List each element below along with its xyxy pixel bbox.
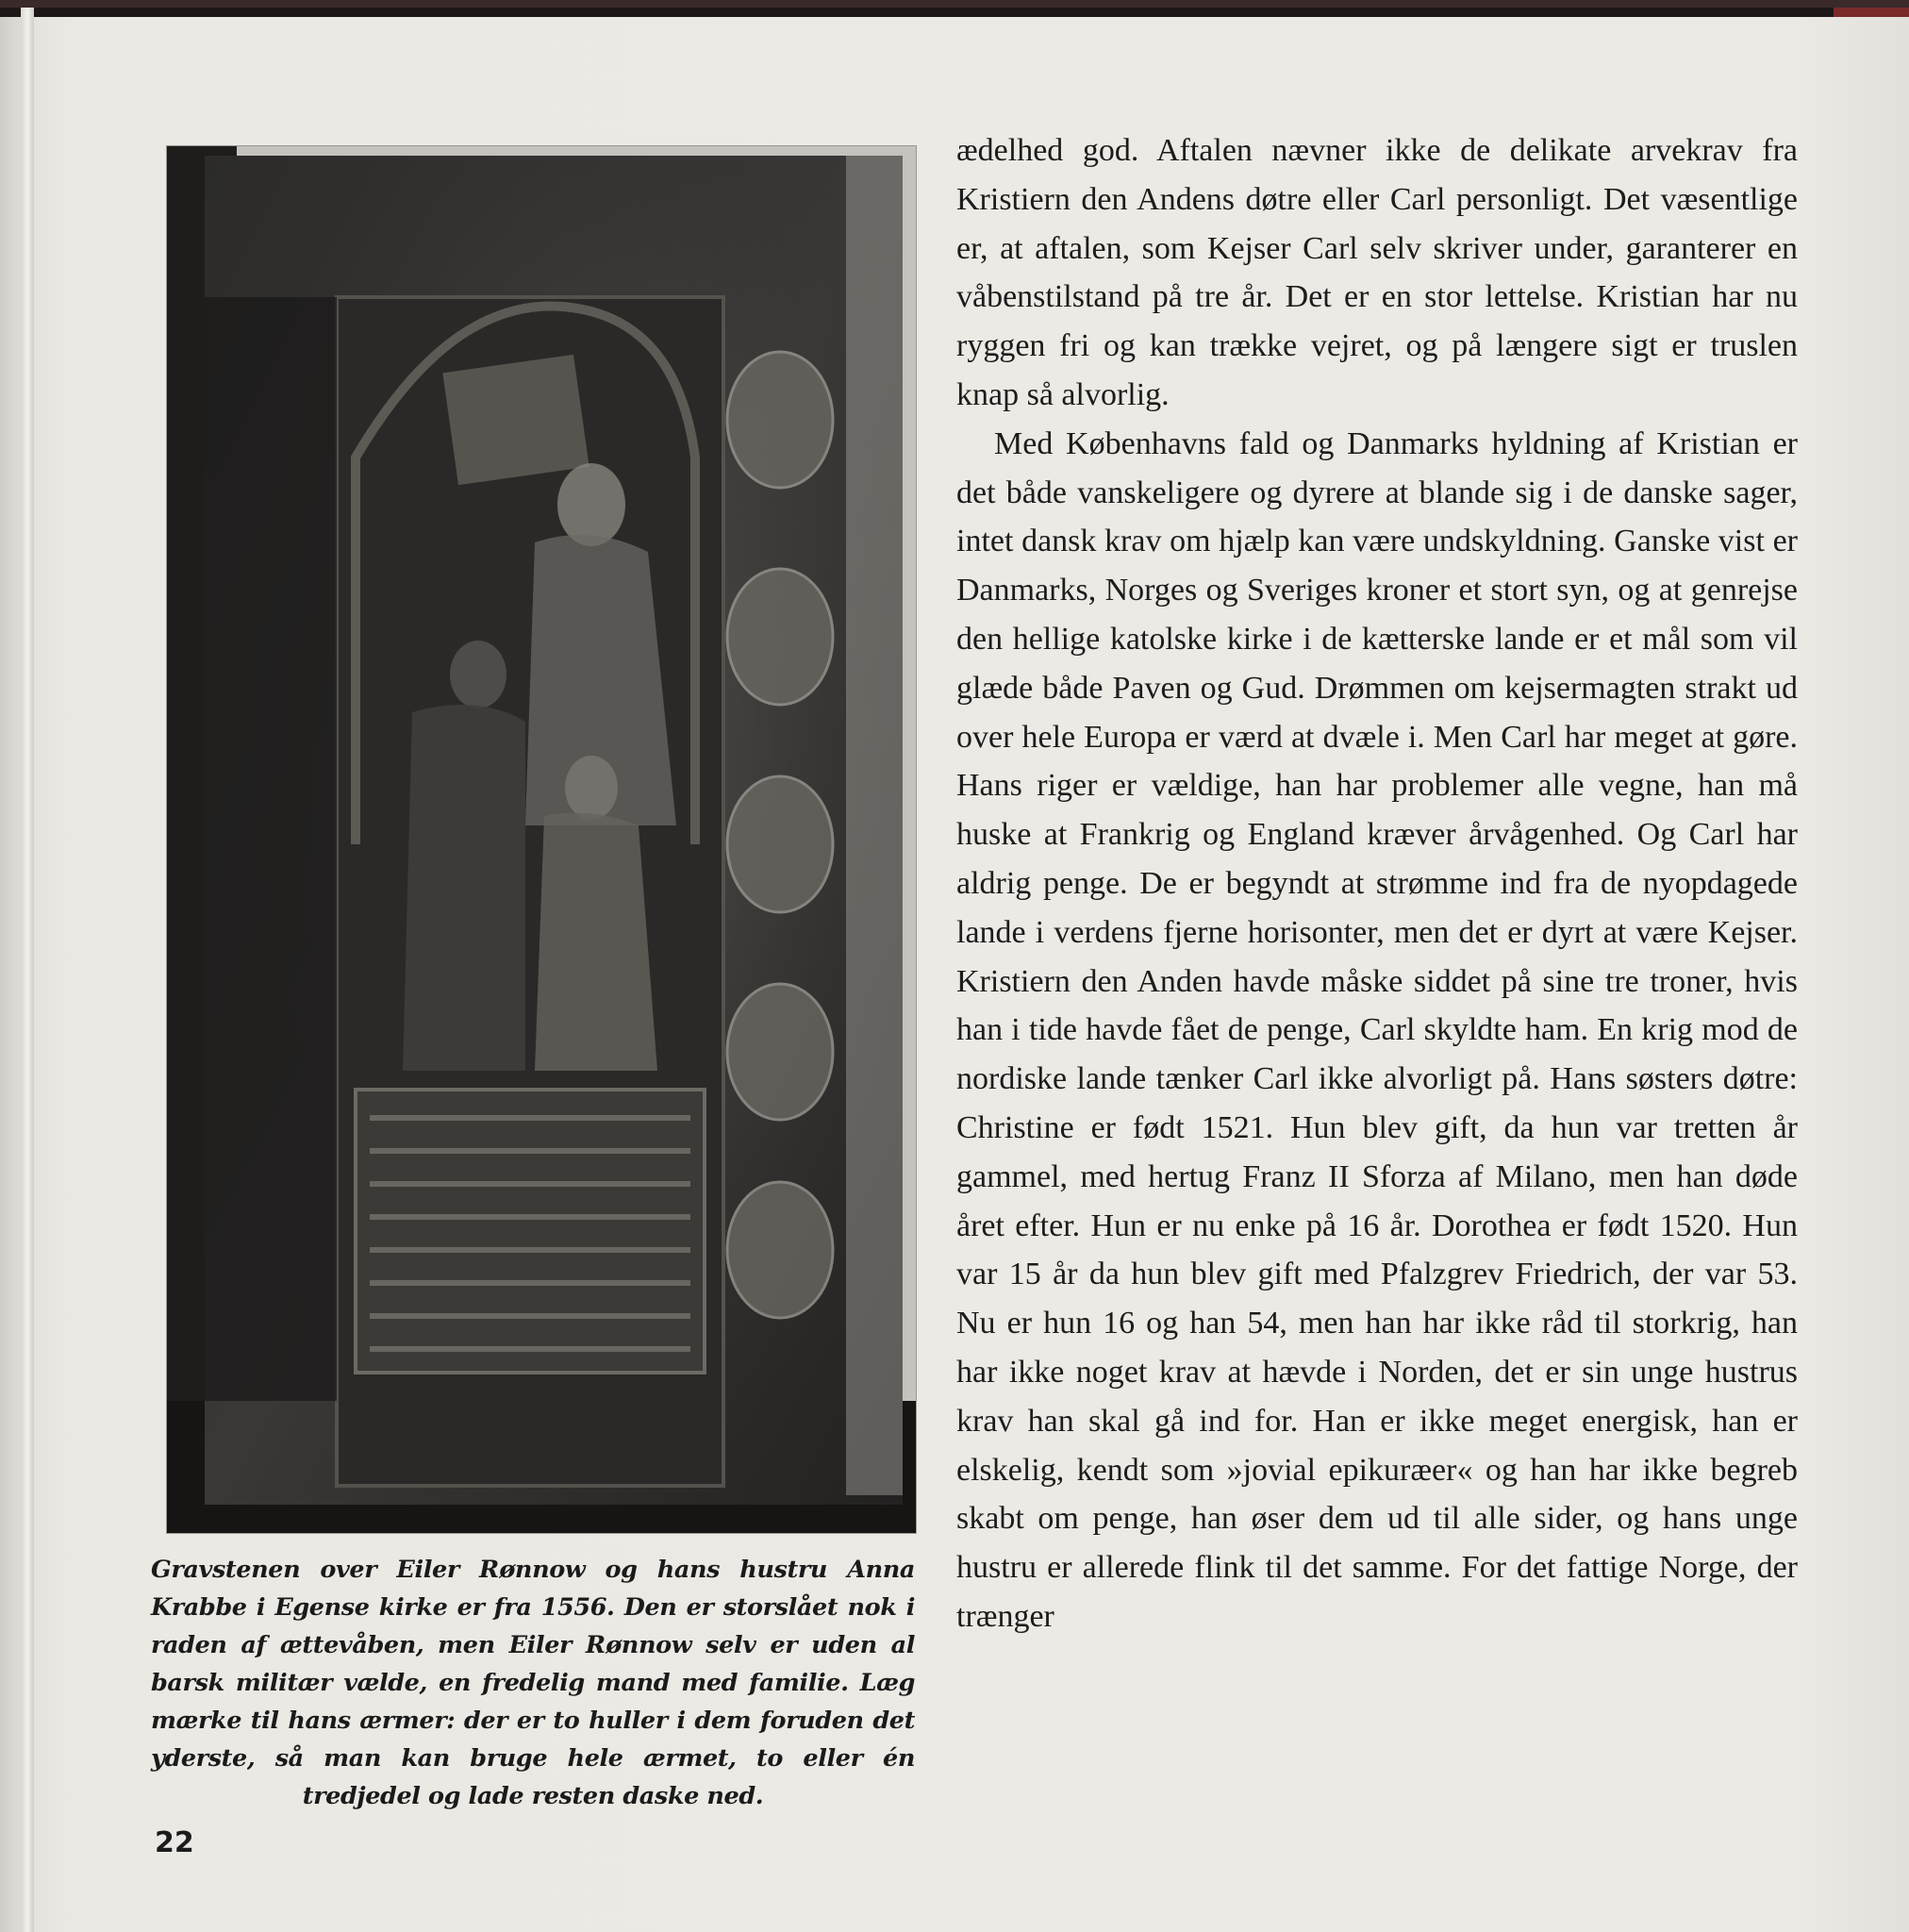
bookmark-tab [1834, 8, 1909, 17]
photo-caption: Gravstenen over Eiler Rønnow og hans hustru Anna Krabbe i Egense kirke er fra 1556. Den er storslået nok i raden af ættevåben, men Eiler Rønnow selv er uden al barsk militær vælde, en fredelig mand med familie. Læg mærke til hans ærmer: der er to huller i dem foruden det yderste, så man kan bruge hele ærmet, to eller én tredjedel og lade resten daske ned. [151, 1556, 915, 1810]
paragraph: ædelhed god. Aftalen nævner ikke de delikate arvekrav fra Kristiern den Andens døtre eller Carl personligt. Det væsentlige er, at aftalen, som Kejser Carl selv skriver under, garanterer en våbenstilstand på tre år. Det er en stor lettelse. Kristian har nu ryggen fri og kan trække vejret, og på længere sigt er truslen knap så alvorlig. [956, 133, 1798, 412]
book-page [0, 8, 1909, 1932]
page-number: 22 [155, 1826, 194, 1859]
page-gutter [21, 8, 34, 1932]
body-text [956, 126, 1798, 1641]
book-edge [0, 8, 1909, 17]
paragraph: Med Københavns fald og Danmarks hyldning af Kristian er det både vanskeligere og dyrere at blande sig i de danske sager, intet dansk krav om hjælp kan være undskyldning. Ganske vist er Danmarks, Norges og Sveriges kroner et stort syn, og at genrejse den hellige katolske kirke i de kætterske lande er et mål som vil glæde både Paven og Gud. Drømmen om kejsermagten strakt ud over hele Europa er værd at dvæle i. Men Carl har meget at gøre. Hans riger er vældige, han har problemer alle vegne, han må huske at Frankrig og England kræver årvågenhed. Og Carl har aldrig penge. De er begyndt at strømme ind fra de nyopdagede lande i verdens fjerne horisonter, men det er dyrt at være Kejser. Kristiern den Anden havde måske siddet på sine tre troner, hvis han i tide havde fået de penge, Carl skyldte ham. En krig mod de nordiske lande tænker Carl ikke alvorligt på. Hans søsters døtre: Christine er født 1521. Hun blev gift, da hun var tretten år gammel, med hertug Franz II Sforza af Milano, men han døde året efter. Hun er nu enke på 16 år. Dorothea er født 1520. Hun var 15 år da hun blev gift med Pfalzgrev Friedrich, der var 53. Nu er hun 16 og han 54, men han har ikke råd til storkrig, han har ikke noget krav at hævde i Norden, det er sin unge hustrus krav han skal gå ind for. Han er ikke meget energisk, han er elskelig, kendt som »jovial epikuræer« og han har ikke begreb skabt om penge, han øser dem ud til alle sider, og hans unge hustru er allerede flink til det samme. For det fattige Norge, der trænger [956, 425, 1798, 1634]
gravestone-photo [166, 145, 917, 1534]
